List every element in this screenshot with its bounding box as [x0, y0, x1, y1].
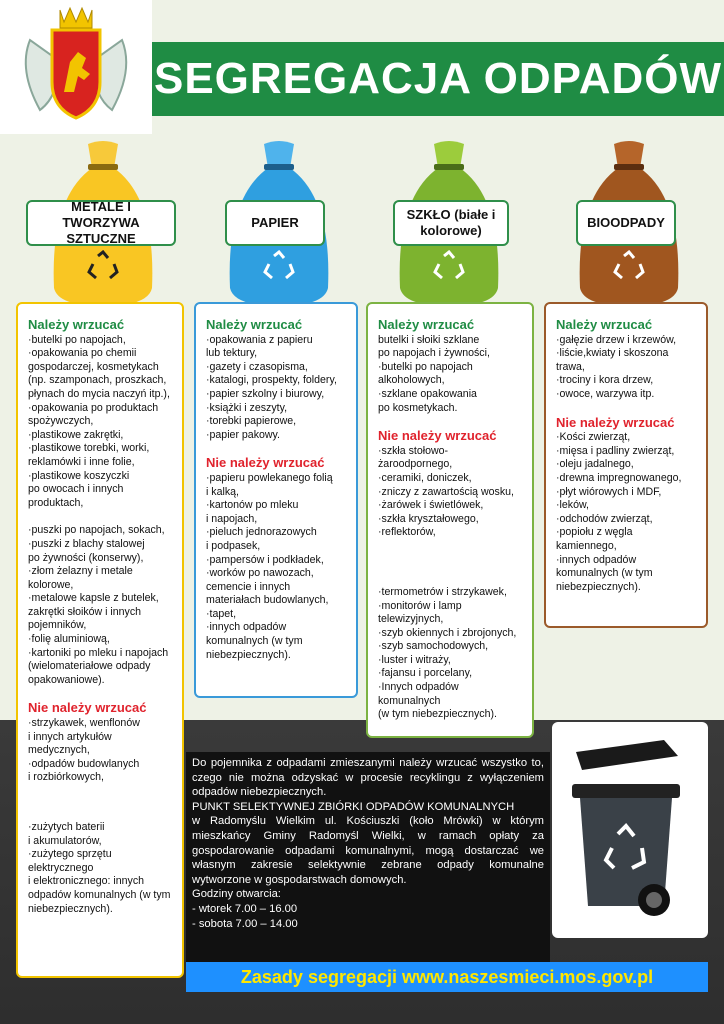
collection-point-text: w Radomyślu Wielkim ul. Kościuszki (koło Mrówki) w którym mieszkańcy Gminy Radomyśl Wielki, w ramach opłaty za gospodarowanie odpadami komunalnymi, mogą dostarczać we własnym zakresie selektywnie zebrane odpady komunalne wytworzone w gospodarstwach domowych. [192, 815, 544, 886]
opening-hours-saturday: - sobota 7.00 – 14.00 [192, 917, 298, 930]
collection-point-title: PUNKT SELEKTYWNEJ ZBIÓRKI ODPADÓW KOMUNALNYCH [192, 800, 515, 813]
section-heading-forbidden: Nie należy wrzucać [28, 700, 147, 716]
list-allowed: ·gałęzie drzew i krzewów, ·liście,kwiaty i skoszona trawa, ·trociny i kora drzew, ·owoce, warzywa itp. [556, 333, 677, 400]
bin-label-szklo: SZKŁO (białe i kolorowe) [393, 200, 509, 246]
page-title: SEGREGACJA ODPADÓW [152, 42, 724, 116]
list-allowed: ·opakowania z papieru lub tektury, ·gazety i czasopisma, ·katalogi, prospekty, foldery, ·papier szkolny i biurowy, ·książki i zeszyty, ·torebki papierowe, ·papier pakowy. [206, 333, 337, 441]
section-heading-allowed: Należy wrzucać [378, 317, 475, 332]
mixed-waste-info [186, 752, 550, 962]
list-allowed: ·butelki po napojach, ·opakowania po chemii gospodarczej, kosmetykach (np. szamponach, proszkach, płynach do mycia naczyń itp.), ·opakowania po produktach spożywczych, ·plastikowe zakrętki, ·plastikowe torebki, worki, reklamówki i inne folie, ·plastikowe koszyczki po owocach i innych produktach, [28, 333, 170, 509]
list-forbidden: ·papieru powlekanego folią i kalką, ·kartonów po mleku i napojach, ·pieluch jednorazowych i podpasek, ·pampersów i podkładek, ·worków po nawozach, cemencie i innych materiałach budowlanych, ·tapet, ·innych odpadów komunalnych (w tym niebezpiecznych). [206, 471, 333, 661]
opening-hours-tuesday: - wtorek 7.00 – 16.00 [192, 902, 298, 915]
recycle-icon [612, 250, 646, 282]
card-szklo [366, 302, 534, 738]
bin-label-papier: PAPIER [225, 200, 325, 246]
list-forbidden: ·Kości zwierząt, ·mięsa i padliny zwierząt, ·oleju jadalnego, ·drewna impregnowanego, ·płyt wiórowych i MDF, ·leków, ·odchodów zwierząt, ·popiołu z węgla kamiennego, ·innych odpadów komunalnych (w tym niebezpiecznych). [556, 431, 682, 593]
card-papier [194, 302, 358, 698]
bin-label-metale: METALE I TWORZYWA SZTUCZNE [26, 200, 176, 246]
section-heading-forbidden: Nie należy wrzucać [206, 455, 325, 471]
recycle-icon [262, 250, 296, 282]
list-forbidden: ·termometrów i strzykawek, ·monitorów i lamp telewizyjnych, ·szyb okiennych i zbrojonych, ·szyb samochodowych, ·luster i witraży, ·fajansu i porcelany, ·Innych odpadów komunalnych (w tym niebezpiecznych). [378, 585, 517, 721]
list-forbidden: ·szkła stołowo- żaroodpornego, ·ceramiki, doniczek, ·zniczy z zawartością wosku, ·żarówek i świetlówek, ·szkła kryształowego, ·reflektorów, [378, 444, 514, 539]
list-forbidden: ·strzykawek, wenflonów i innych artykułów medycznych, ·odpadów budowlanych i rozbiórkowych, [28, 717, 140, 784]
list-forbidden: ·zużytych baterii i akumulatorów, ·zużytego sprzętu elektrycznego i elektronicznego: innych odpadów komunalnych (w tym niebezpiecznych). [28, 821, 171, 915]
card-metale [16, 302, 184, 978]
opening-hours-title: Godziny otwarcia: [192, 888, 281, 901]
list-allowed: ·puszki po napojach, sokach, ·puszki z blachy stalowej po żywności (konserwy), ·złom żelazny i metale kolorowe, ·metalowe kapsle z butelek, zakrętki słoików i innych pojemników, ·folię aluminiową, ·kartoniki po mleku i napojach (wielomateriałowe odpady opakowaniowe). [28, 524, 169, 686]
section-heading-forbidden: Nie należy wrzucać [556, 414, 675, 430]
recycle-icon [86, 250, 120, 282]
mixed-waste-bin [552, 722, 708, 938]
crest-icon [0, 0, 152, 134]
section-heading-forbidden: Nie należy wrzucać [378, 428, 497, 444]
coat-of-arms [0, 0, 152, 134]
bin-label-bioodpady: BIOODPADY [576, 200, 676, 246]
recycle-icon [432, 250, 466, 282]
trash-bin-icon [552, 722, 708, 938]
section-heading-allowed: Należy wrzucać [206, 317, 303, 332]
list-allowed: butelki i słoiki szklane po napojach i żywności, ·butelki po napojach alkoholowych, ·szklane opakowania po kosmetykach. [378, 333, 490, 414]
website-link[interactable]: Zasady segregacji www.naszesmieci.mos.gov.pl [186, 962, 708, 992]
card-bioodpady [544, 302, 708, 628]
section-heading-allowed: Należy wrzucać [556, 317, 653, 332]
section-heading-allowed: Należy wrzucać [28, 317, 125, 332]
mixed-waste-text: Do pojemnika z odpadami zmieszanymi należy wrzucać wszystko to, czego nie można odzyskać w procesie recyklingu z wyłączeniem odpadów niebezpiecznych. [192, 757, 544, 799]
